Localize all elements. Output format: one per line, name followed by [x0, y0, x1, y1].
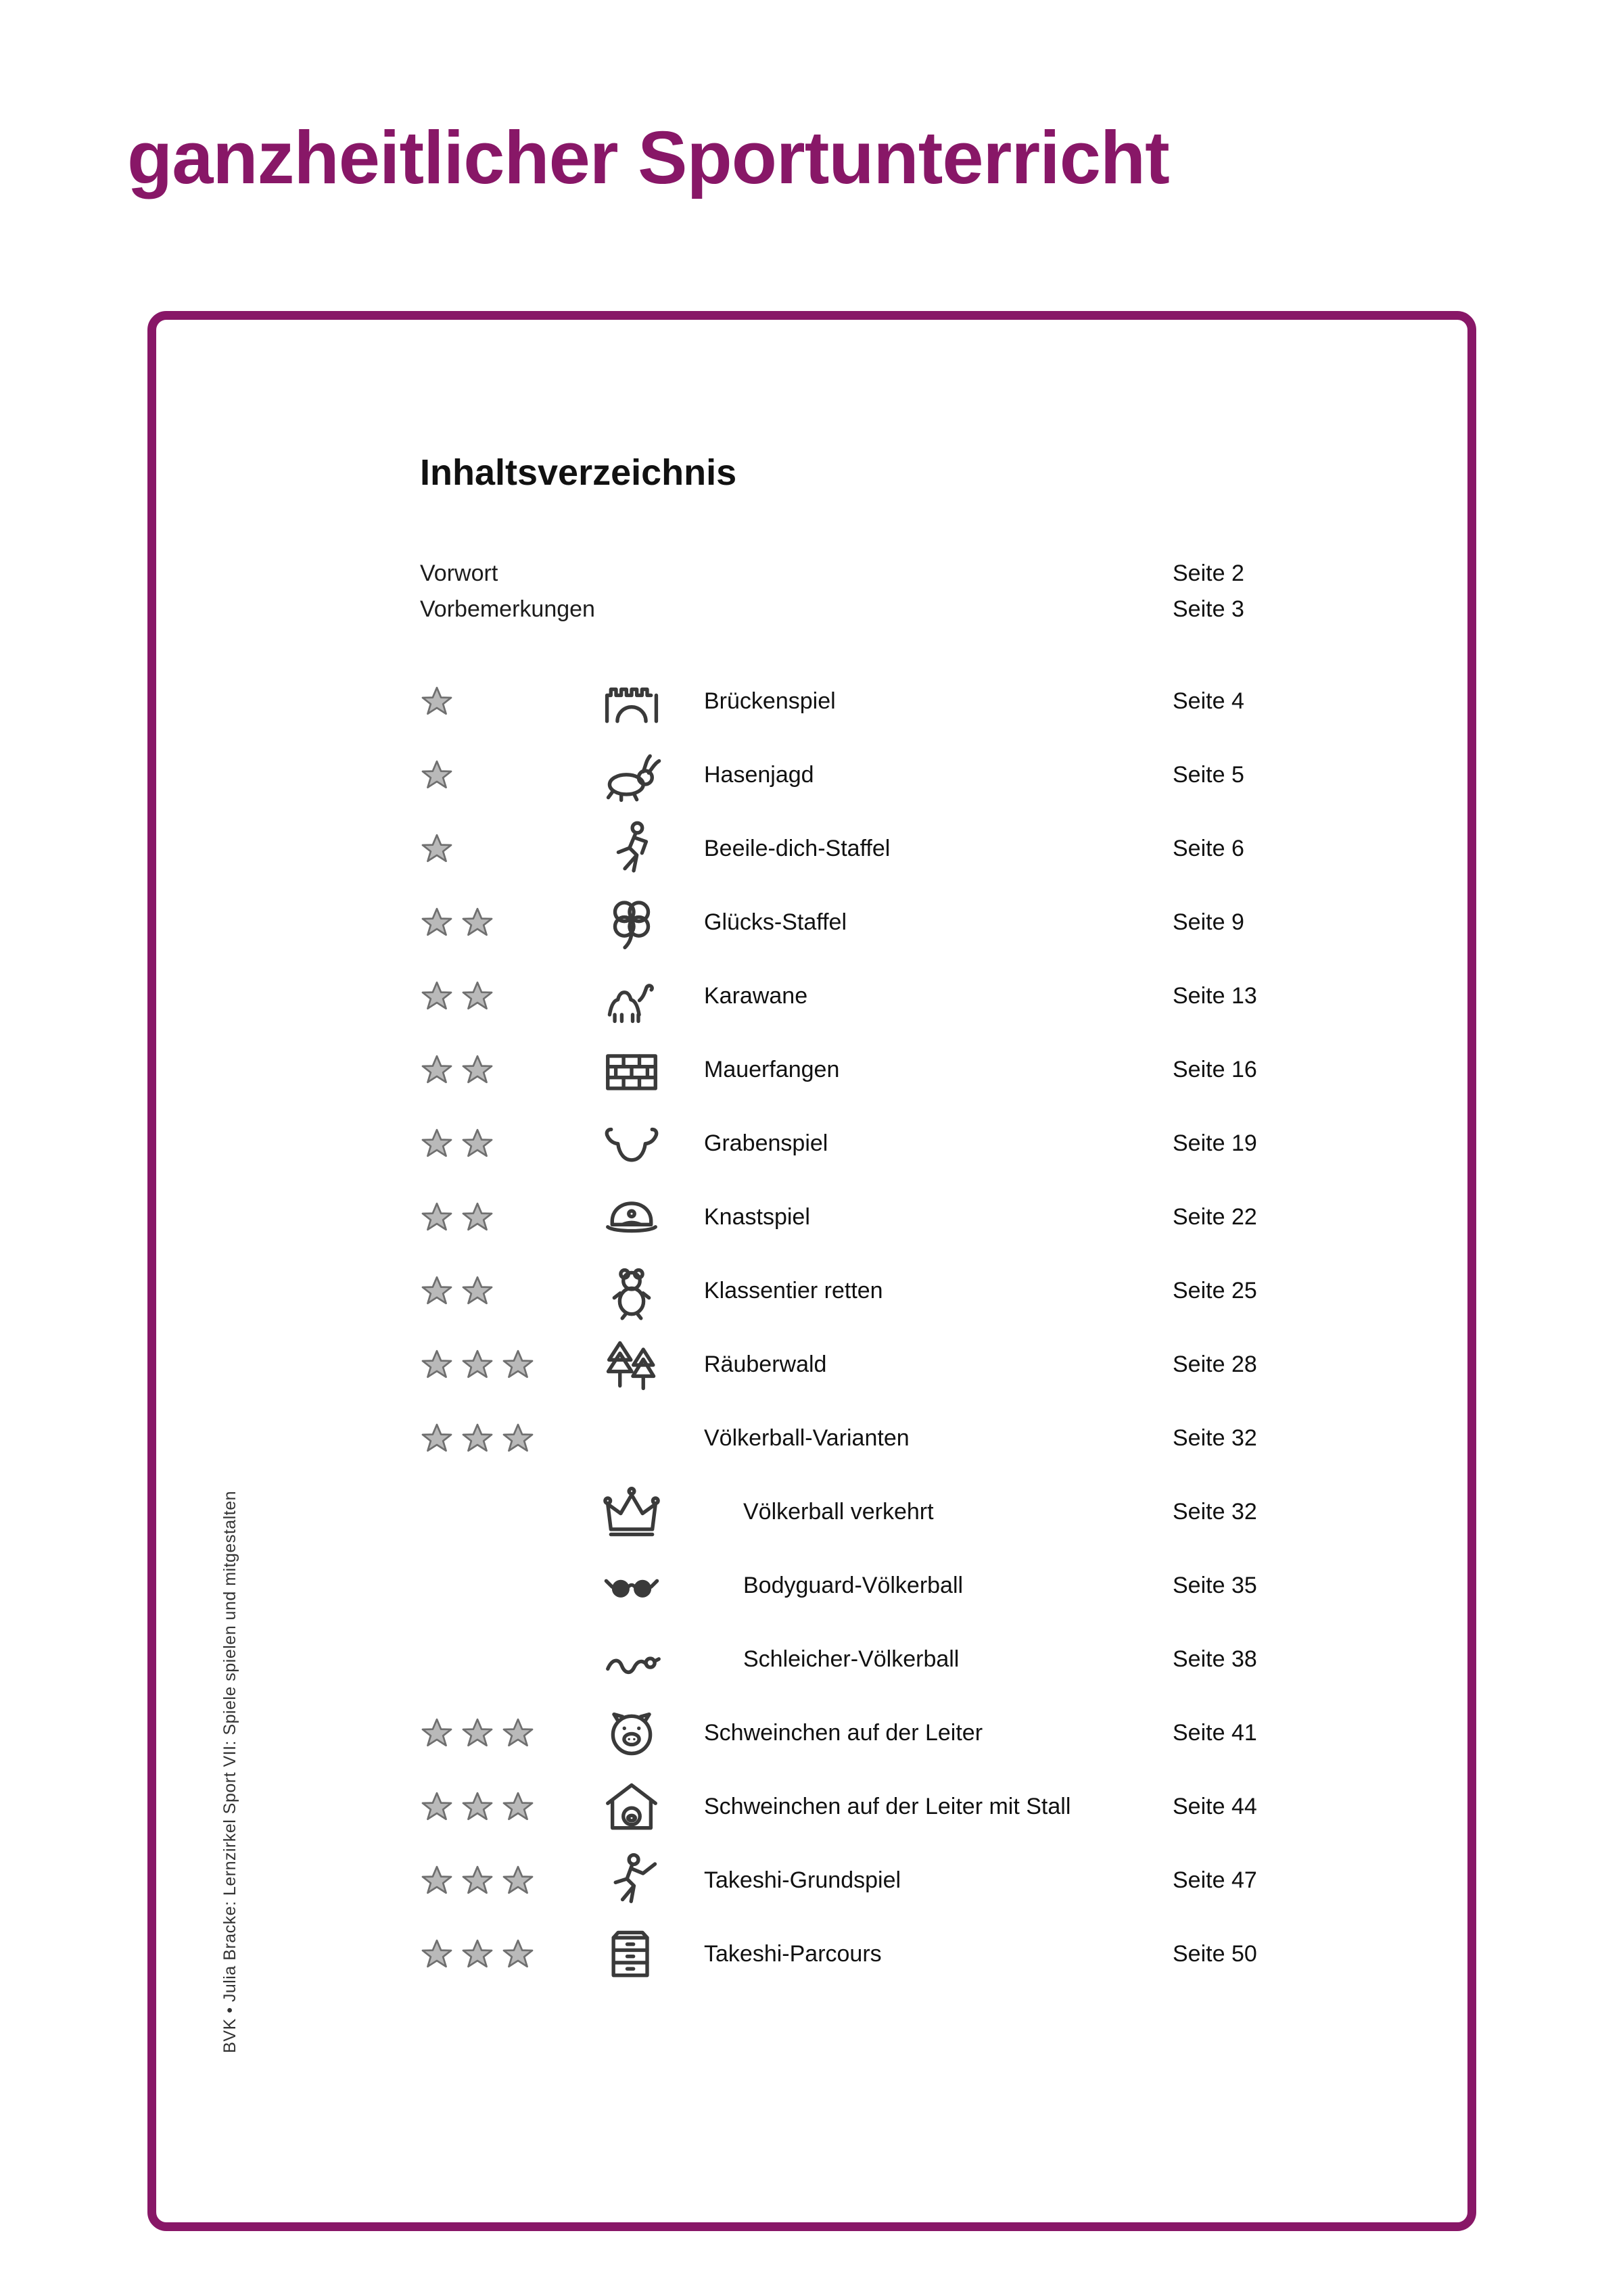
toc-entry-page: Seite 28 [1173, 1352, 1257, 1377]
ditch-icon [601, 1113, 663, 1175]
toc-entry [420, 1033, 1427, 1107]
difficulty-stars [420, 1864, 559, 1898]
front-matter-label: Vorwort [420, 560, 498, 586]
toc-entry-label: Glücks-Staffel [704, 909, 847, 935]
toc-entry [420, 1254, 1427, 1328]
toc-entry [420, 1180, 1427, 1254]
star-icon [420, 1274, 454, 1308]
toc-entry-label: Knastspiel [704, 1204, 810, 1230]
star-icon [461, 1348, 494, 1382]
toc-entry-label: Brückenspiel [704, 688, 836, 714]
star-icon [501, 1864, 535, 1898]
toc-entry-label: Grabenspiel [704, 1130, 828, 1156]
toc-entry-label: Völkerball verkehrt [743, 1499, 934, 1525]
star-icon [420, 1348, 454, 1382]
star-icon [461, 1864, 494, 1898]
toc-box [147, 311, 1476, 2231]
star-icon [501, 1717, 535, 1750]
star-icon [461, 1274, 494, 1308]
toc-entry [420, 1328, 1427, 1402]
icon-cell [559, 1334, 704, 1396]
star-icon [461, 1127, 494, 1161]
camel-icon [601, 965, 663, 1028]
toc-entry-page: Seite 35 [1173, 1573, 1257, 1598]
toc-entry [420, 1549, 1427, 1623]
toc-entry [420, 886, 1427, 959]
toc-entry-page: Seite 47 [1173, 1867, 1257, 1893]
bridge-icon [601, 671, 663, 733]
icon-cell [559, 1113, 704, 1175]
rabbit-icon [601, 744, 663, 807]
wall-icon [601, 1039, 663, 1101]
page-title: ganzheitlicher Sportunterricht [127, 116, 1169, 199]
toc-entry-page: Seite 6 [1173, 836, 1244, 861]
icon-cell [559, 1260, 704, 1322]
star-icon [501, 1938, 535, 1971]
toc-heading: Inhaltsverzeichnis [420, 452, 737, 493]
toc-entry-page: Seite 22 [1173, 1204, 1257, 1230]
icon-cell [559, 1481, 704, 1544]
icon-cell [559, 1923, 704, 1986]
difficulty-stars [420, 1422, 559, 1456]
icon-cell [559, 1629, 704, 1691]
toc-entry-page: Seite 9 [1173, 909, 1244, 935]
difficulty-stars [420, 759, 559, 792]
star-icon [420, 1938, 454, 1971]
toc-entry-label: Hasenjagd [704, 762, 814, 788]
teddy-icon [601, 1260, 663, 1322]
star-icon [461, 1717, 494, 1750]
star-icon [461, 1201, 494, 1235]
difficulty-stars [420, 1348, 559, 1382]
toc-entry [420, 738, 1427, 812]
toc-entry-label: Mauerfangen [704, 1057, 840, 1082]
side-note: BVK • Julia Bracke: Lernzirkel Sport VII: Spiele spielen und mitgestalten [220, 1491, 239, 2053]
sunglasses-icon [601, 1555, 663, 1617]
star-icon [420, 980, 454, 1013]
toc-entry-label: Beeile-dich-Staffel [704, 836, 891, 861]
difficulty-stars [420, 980, 559, 1013]
runner-icon [601, 818, 663, 880]
difficulty-stars [420, 1717, 559, 1750]
cap-icon [601, 1187, 663, 1249]
difficulty-stars [420, 1127, 559, 1161]
star-icon [461, 1053, 494, 1087]
toc-entry-list [420, 665, 1427, 1991]
star-icon [420, 1790, 454, 1824]
toc-entry-label: Schleicher-Völkerball [743, 1646, 960, 1672]
difficulty-stars [420, 832, 559, 866]
front-matter-row [420, 592, 1427, 627]
toc-entry-page: Seite 19 [1173, 1130, 1257, 1156]
toc-content [156, 320, 1467, 2222]
front-matter-page: Seite 3 [1173, 596, 1244, 622]
star-icon [501, 1348, 535, 1382]
star-icon [420, 759, 454, 792]
stall-icon [601, 1776, 663, 1838]
toc-entry-label: Karawane [704, 983, 808, 1009]
star-icon [461, 906, 494, 940]
crown-icon [601, 1481, 663, 1544]
toc-entry [420, 1917, 1427, 1991]
toc-entry-page: Seite 50 [1173, 1941, 1257, 1967]
difficulty-stars [420, 1938, 559, 1971]
star-icon [420, 1717, 454, 1750]
toc-entry [420, 812, 1427, 886]
front-matter-list [420, 556, 1427, 627]
star-icon [461, 1790, 494, 1824]
toc-entry-label: Takeshi-Grundspiel [704, 1867, 901, 1893]
star-icon [420, 685, 454, 719]
icon-cell [559, 1187, 704, 1249]
star-icon [420, 1422, 454, 1456]
front-matter-page: Seite 2 [1173, 560, 1244, 586]
toc-entry-page: Seite 4 [1173, 688, 1244, 714]
front-matter-row [420, 556, 1427, 592]
toc-entry-page: Seite 13 [1173, 983, 1257, 1009]
star-icon [420, 1864, 454, 1898]
trees-icon [601, 1334, 663, 1396]
star-icon [420, 1201, 454, 1235]
icon-cell [559, 892, 704, 954]
front-matter-label: Vorbemerkungen [420, 596, 595, 622]
toc-entry-page: Seite 44 [1173, 1794, 1257, 1819]
toc-entry [420, 1770, 1427, 1844]
toc-entry-label: Völkerball-Varianten [704, 1425, 910, 1451]
star-icon [461, 1938, 494, 1971]
toc-entry-page: Seite 41 [1173, 1720, 1257, 1746]
icon-cell [559, 1776, 704, 1838]
toc-entry-label: Räuberwald [704, 1352, 827, 1377]
toc-entry [420, 1402, 1427, 1475]
icon-cell [559, 1702, 704, 1765]
toc-entry [420, 1844, 1427, 1917]
toc-entry-label: Takeshi-Parcours [704, 1941, 882, 1967]
toc-entry [420, 1623, 1427, 1696]
toc-entry-label: Schweinchen auf der Leiter [704, 1720, 983, 1746]
difficulty-stars [420, 1274, 559, 1308]
toc-entry-page: Seite 16 [1173, 1057, 1257, 1082]
difficulty-stars [420, 906, 559, 940]
toc-entry-label: Schweinchen auf der Leiter mit Stall [704, 1794, 1071, 1819]
star-icon [420, 1053, 454, 1087]
toc-entry-page: Seite 38 [1173, 1646, 1257, 1672]
icon-cell [559, 671, 704, 733]
star-icon [420, 832, 454, 866]
takeshi-runner-icon [601, 1850, 663, 1912]
toc-entry [420, 1696, 1427, 1770]
star-icon [461, 1422, 494, 1456]
icon-cell [559, 965, 704, 1028]
difficulty-stars [420, 685, 559, 719]
toc-entry-label: Bodyguard-Völkerball [743, 1573, 964, 1598]
star-icon [501, 1422, 535, 1456]
toc-entry [420, 665, 1427, 738]
pig-icon [601, 1702, 663, 1765]
toc-entry-page: Seite 32 [1173, 1425, 1257, 1451]
difficulty-stars [420, 1790, 559, 1824]
clover-icon [601, 892, 663, 954]
star-icon [420, 1127, 454, 1161]
icon-cell [559, 1039, 704, 1101]
toc-entry [420, 1475, 1427, 1549]
star-icon [501, 1790, 535, 1824]
toc-entry [420, 1107, 1427, 1180]
cabinet-icon [601, 1923, 663, 1986]
toc-entry-page: Seite 5 [1173, 762, 1244, 788]
toc-entry-page: Seite 25 [1173, 1278, 1257, 1304]
toc-entry-page: Seite 32 [1173, 1499, 1257, 1525]
snake-icon [601, 1629, 663, 1691]
icon-cell [559, 744, 704, 807]
toc-entry [420, 959, 1427, 1033]
difficulty-stars [420, 1201, 559, 1235]
icon-cell [559, 1555, 704, 1617]
star-icon [420, 906, 454, 940]
icon-cell [559, 1850, 704, 1912]
toc-entry-label: Klassentier retten [704, 1278, 883, 1304]
star-icon [461, 980, 494, 1013]
difficulty-stars [420, 1053, 559, 1087]
icon-cell [559, 818, 704, 880]
